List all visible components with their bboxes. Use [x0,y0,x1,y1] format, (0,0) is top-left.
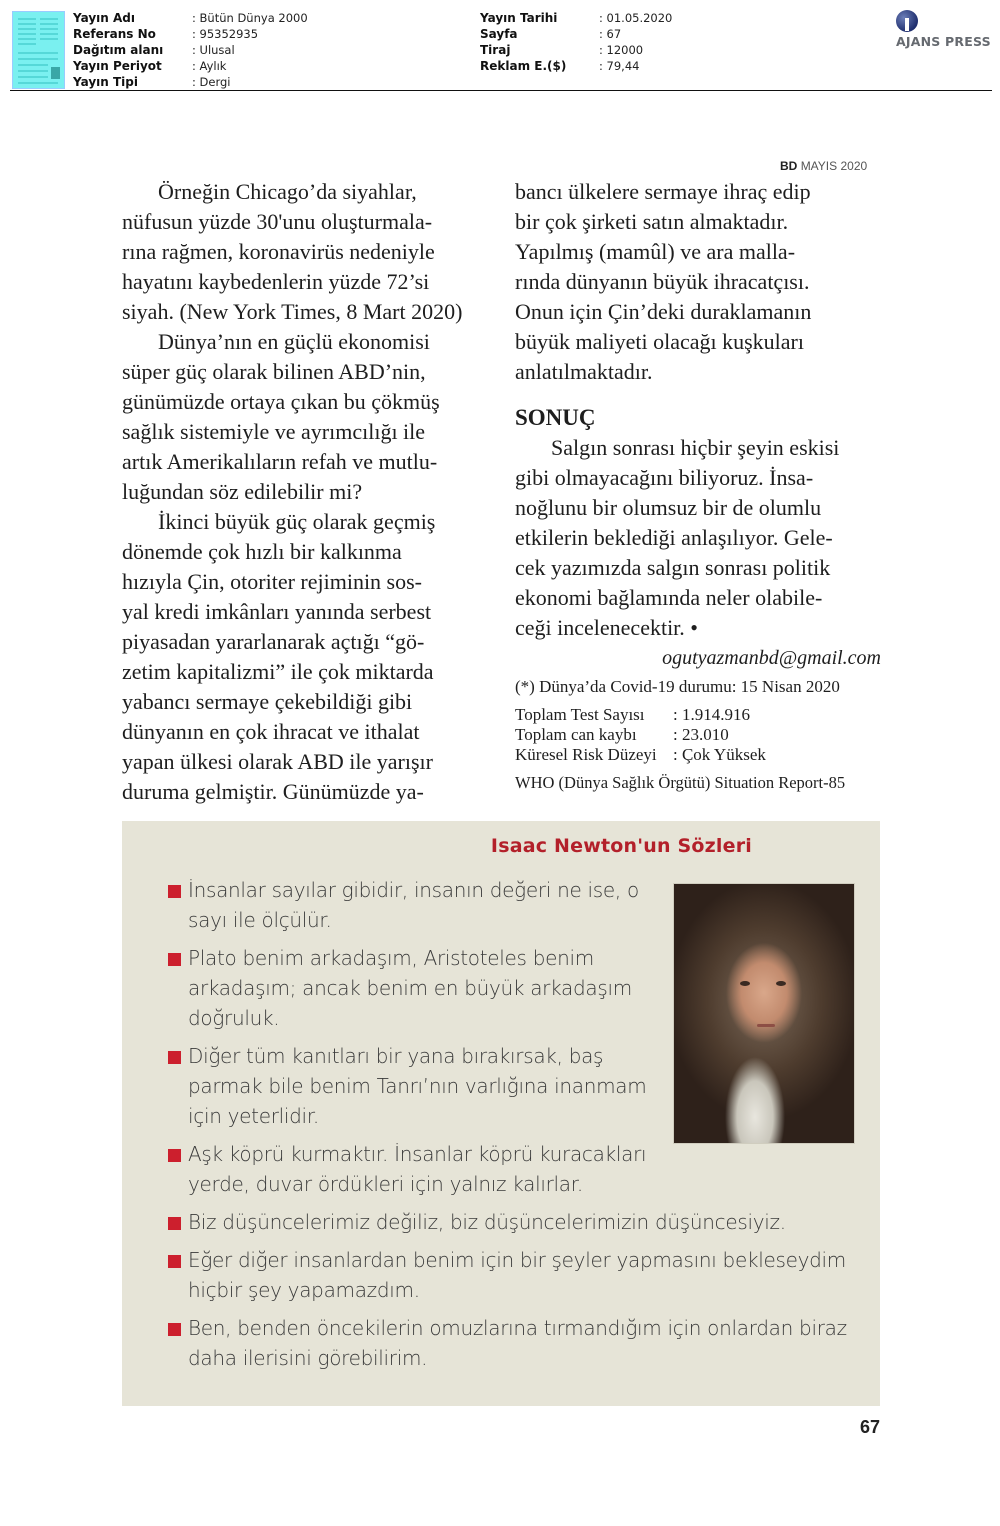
text-line: bir çok şirketi satın almaktadır. [515,209,789,234]
text-line: etkilerin beklediği anlaşılıyor. Gele- [515,525,833,550]
covid-stat-tests: Toplam Test Sayısı : 1.914.916 [515,705,750,724]
text-line: piyasadan yararlanarak açtığı “gö- [122,629,425,654]
meta-row-reference-no: Referans No : 95352935 [73,27,259,41]
quote-box-title: Isaac Newton'un Sözleri [490,835,752,857]
article-left-column [122,177,488,807]
section-heading-conclusion: SONUÇ [515,405,596,430]
text-line: sağlık sistemiyle ve ayrımcılığı ile [122,419,426,444]
quote-item: Eğer diğer insanlardan benim için bir şeyler yapmasını bekleseydim hiçbir şey yapamazdım. [168,1245,848,1305]
square-bullet-icon [168,1149,181,1162]
article-right-column [515,177,881,793]
square-bullet-icon [168,1051,181,1064]
text-line: büyük maliyeti olacağı kuşkuları [515,329,804,354]
text-line: hayatını kaybedenlerin yüzde 72’si [122,269,430,294]
quote-item: Plato benim arkadaşım, Aristoteles benim arkadaşım; ancak benim en büyük arkadaşım doğruluk. [168,943,848,1033]
text-line: siyah. (New York Times, 8 Mart 2020) [122,299,463,324]
text-line: Dünya’nın en güçlü ekonomisi [158,329,430,354]
text-line: dönemde çok hızlı bir kalkınma [122,539,402,564]
text-line: noğlunu bir olumsuz bir de olumlu [515,495,822,520]
text-line: dünyanın en çok ihracat ve ithalat [122,719,420,744]
covid-stat-risk: Küresel Risk Düzeyi : Çok Yüksek [515,745,766,764]
text-line: İkinci büyük güç olarak geçmiş [158,509,436,534]
meta-row-circulation: Tiraj : 12000 [480,43,644,57]
square-bullet-icon [168,1255,181,1268]
text-line: luğundan söz edilebilir mi? [122,479,363,504]
covid-footnote [515,677,881,793]
ajans-press-logo: AJANS PRESS [896,10,991,50]
text-line: hızıyla Çin, otoriter rejiminin sos- [122,569,423,594]
text-line: rında dünyanın büyük ihracatçısı. [515,269,810,294]
text-line: anlatılmaktadır. [515,359,653,384]
square-bullet-icon [168,1323,181,1336]
author-email: ogutyazmanbd@gmail.com [662,647,881,669]
text-line: Yapılmış (mamûl) ve ara malla- [515,239,796,264]
text-line: ekonomi bağlamında neler olabile- [515,585,823,610]
text-line: artık Amerikalıların refah ve mutlu- [122,449,438,474]
quote-item: Biz düşüncelerimiz değiliz, biz düşüncelerimizin düşüncesiyiz. [168,1207,848,1237]
covid-footnote-title: (*) Dünya’da Covid-19 durumu: 15 Nisan 2020 [515,677,840,696]
text-line: süper güç olarak bilinen ABD’nin, [122,359,426,384]
meta-row-type: Yayın Tipi : Dergi [73,75,231,89]
meta-row-period: Yayın Periyot : Aylık [73,59,227,73]
square-bullet-icon [168,953,181,966]
globe-icon [896,10,918,32]
text-line: Örneğin Chicago’da siyahlar, [158,179,417,204]
running-head: BD MAYIS 2020 [780,159,868,173]
text-line: zetim kapitalizmi” ile çok miktarda [122,659,434,684]
covid-stat-deaths: Toplam can kaybı : 23.010 [515,725,729,744]
quote-list [168,875,848,1381]
publication-info-left [73,10,308,90]
covid-source: WHO (Dünya Sağlık Örgütü) Situation Report-85 [515,773,846,792]
text-line: cek yazımızda salgın sonrası politik [515,555,831,580]
meta-row-page: Sayfa : 67 [480,27,622,41]
text-line: gibi olmayacağını biliyoruz. İnsa- [515,465,814,490]
page-thumbnail[interactable] [12,11,65,89]
text-line: ceği incelenecektir. • [515,615,698,640]
quote-item: Aşk köprü kurmaktır. İnsanlar köprü kuracakları yerde, duvar ördükleri için yalnız kalırlar. [168,1139,848,1199]
square-bullet-icon [168,885,181,898]
header-divider [10,90,992,91]
quote-item: Diğer tüm kanıtları bir yana bırakırsak, baş parmak bile benim Tanrı’nın varlığına inanmam için yeterlidir. [168,1041,848,1131]
square-bullet-icon [168,1217,181,1230]
meta-row-date: Yayın Tarihi : 01.05.2020 [480,11,673,25]
meta-row-ad-equivalent: Reklam E.($) : 79,44 [480,59,640,73]
text-line: Onun için Çin’deki duraklamanın [515,299,812,324]
newton-quotes-box [122,821,880,1406]
text-line: rına rağmen, koronavirüs nedeniyle [122,239,435,264]
text-line: günümüzde ortaya çıkan bu çökmüş [122,389,440,414]
meta-row-publication-name: Yayın Adı : Bütün Dünya 2000 [73,11,308,25]
clipping-header [0,0,1000,92]
page-number: 67 [860,1417,881,1437]
quote-item: Ben, benden öncekilerin omuzlarına tırmandığım için onlardan biraz daha ilerisini görebilirim. [168,1313,848,1373]
text-line: yal kredi imkânları yanında serbest [122,599,432,624]
meta-row-distribution: Dağıtım alanı : Ulusal [73,43,235,57]
text-line: nüfusun yüzde 30'unu oluşturmala- [122,209,433,234]
quote-item: İnsanlar sayılar gibidir, insanın değeri ne ise, o sayı ile ölçülür. [168,875,848,935]
text-line: yabancı sermaye çekebildiği gibi [122,689,413,714]
text-line: Salgın sonrası hiçbir şeyin eskisi [551,435,840,460]
text-line: duruma gelmiştir. Günümüzde ya- [122,779,424,804]
text-line: yapan ülkesi olarak ABD ile yarışır [122,749,433,774]
publication-info-right [480,10,672,74]
text-line: bancı ülkelere sermaye ihraç edip [515,179,811,204]
